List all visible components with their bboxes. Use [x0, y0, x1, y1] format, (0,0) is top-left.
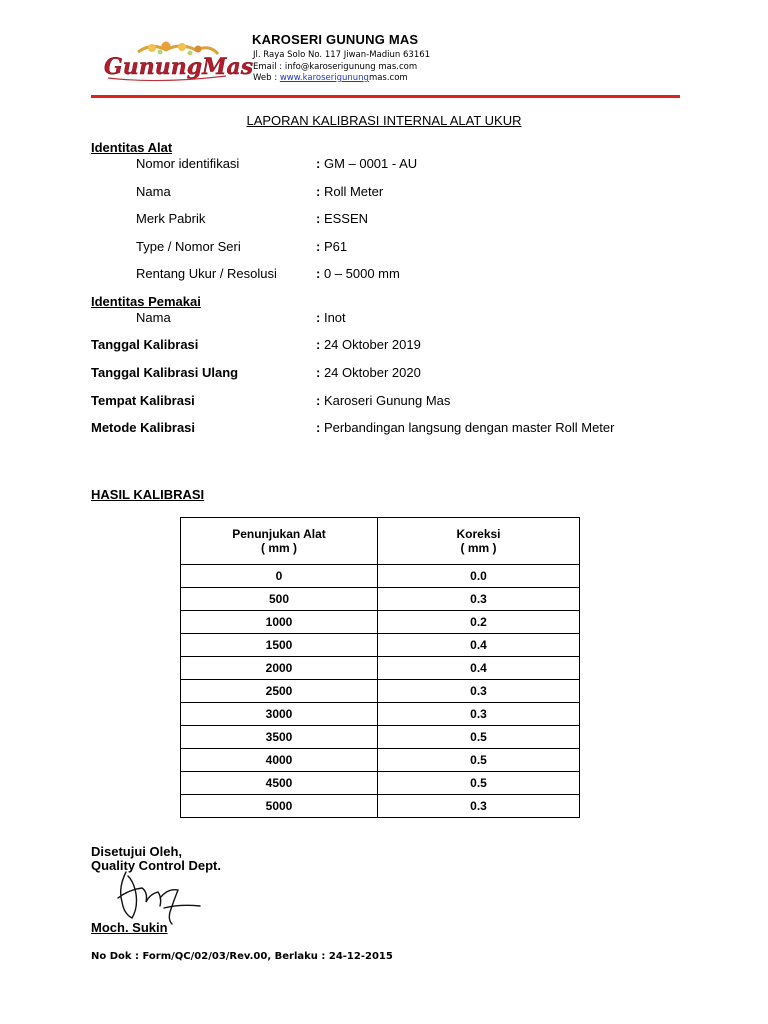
value-nama-alat: : Roll Meter [316, 184, 384, 199]
table-row [181, 726, 580, 749]
web-link[interactable]: www.karoserigunung [279, 73, 369, 83]
value-tempat-kalibrasi: : Karoseri Gunung Mas [316, 393, 451, 408]
company-name: KAROSERI GUNUNG MAS [252, 32, 419, 47]
signer-name: Moch. Sukin [91, 920, 168, 935]
section-identitas-pemakai: Identitas Pemakai [91, 294, 201, 309]
label-nama-alat: Nama [136, 184, 171, 199]
cell-koreksi: 0.4 [378, 634, 580, 657]
company-email: Email : info@karoserigunung mas.com [253, 62, 418, 72]
section-identitas-alat: Identitas Alat [91, 140, 173, 155]
calibration-results-table [180, 517, 580, 818]
cell-koreksi: 0.5 [378, 749, 580, 772]
cell-alat: 4500 [181, 772, 378, 795]
value-type-nomor-seri: : P61 [316, 239, 348, 254]
value-nomor-identifikasi: : GM – 0001 - AU [316, 156, 418, 171]
cell-alat: 2500 [181, 680, 378, 703]
header-koreksi: Koreksi ( mm ) [378, 518, 580, 565]
table-row [181, 611, 580, 634]
header-penunjukan-alat: Penunjukan Alat ( mm ) [181, 518, 378, 565]
label-rentang-ukur: Rentang Ukur / Resolusi [136, 266, 277, 281]
company-web [253, 73, 408, 83]
header-divider [91, 95, 680, 98]
value-metode-kalibrasi: : Perbandingan langsung dengan master Roll Meter [316, 420, 615, 435]
table-row [181, 565, 580, 588]
cell-koreksi: 0.2 [378, 611, 580, 634]
cell-alat: 1000 [181, 611, 378, 634]
label-type-nomor-seri: Type / Nomor Seri [136, 239, 241, 254]
document-title: LAPORAN KALIBRASI INTERNAL ALAT UKUR [246, 113, 522, 128]
cell-alat: 1500 [181, 634, 378, 657]
company-address: Jl. Raya Solo No. 117 Jiwan-Madiun 63161 [253, 50, 431, 60]
label-metode-kalibrasi: Metode Kalibrasi [91, 420, 196, 435]
approval-line-1: Disetujui Oleh, [91, 844, 183, 859]
label-nomor-identifikasi: Nomor identifikasi [136, 156, 240, 171]
web-suffix: mas.com [368, 73, 408, 83]
cell-koreksi: 0.5 [378, 726, 580, 749]
value-tanggal-kalibrasi-ulang: : 24 Oktober 2020 [316, 365, 421, 380]
table-row [181, 657, 580, 680]
cell-alat: 2000 [181, 657, 378, 680]
cell-koreksi: 0.3 [378, 588, 580, 611]
company-logo [100, 40, 254, 86]
table-row [181, 703, 580, 726]
cell-koreksi: 0.3 [378, 680, 580, 703]
cell-alat: 5000 [181, 795, 378, 818]
table-row [181, 749, 580, 772]
cell-koreksi: 0.5 [378, 772, 580, 795]
value-merk-pabrik: : ESSEN [316, 211, 369, 226]
label-merk-pabrik: Merk Pabrik [136, 211, 206, 226]
table-row [181, 634, 580, 657]
section-hasil-kalibrasi: HASIL KALIBRASI [91, 487, 205, 502]
cell-koreksi: 0.0 [378, 565, 580, 588]
label-tanggal-kalibrasi-ulang: Tanggal Kalibrasi Ulang [91, 365, 239, 380]
cell-koreksi: 0.3 [378, 703, 580, 726]
document-number: No Dok : Form/QC/02/03/Rev.00, Berlaku : 24-12-2015 [91, 951, 393, 962]
cell-alat: 3000 [181, 703, 378, 726]
table-row [181, 680, 580, 703]
cell-alat: 500 [181, 588, 378, 611]
cell-alat: 3500 [181, 726, 378, 749]
web-label: Web : [253, 73, 280, 83]
cell-koreksi: 0.4 [378, 657, 580, 680]
table-header-row [181, 518, 580, 565]
table-row [181, 588, 580, 611]
approval-line-2: Quality Control Dept. [91, 858, 221, 873]
label-nama-pemakai: Nama [136, 310, 171, 325]
table-row [181, 772, 580, 795]
logo-text: GunungMas [104, 54, 254, 80]
value-nama-pemakai: : Inot [316, 310, 346, 325]
cell-alat: 4000 [181, 749, 378, 772]
value-rentang-ukur: : 0 – 5000 mm [316, 266, 400, 281]
cell-alat: 0 [181, 565, 378, 588]
cell-koreksi: 0.3 [378, 795, 580, 818]
label-tempat-kalibrasi: Tempat Kalibrasi [91, 393, 195, 408]
label-tanggal-kalibrasi: Tanggal Kalibrasi [91, 337, 199, 352]
handwritten-signature [108, 868, 203, 926]
value-tanggal-kalibrasi: : 24 Oktober 2019 [316, 337, 421, 352]
table-row [181, 795, 580, 818]
